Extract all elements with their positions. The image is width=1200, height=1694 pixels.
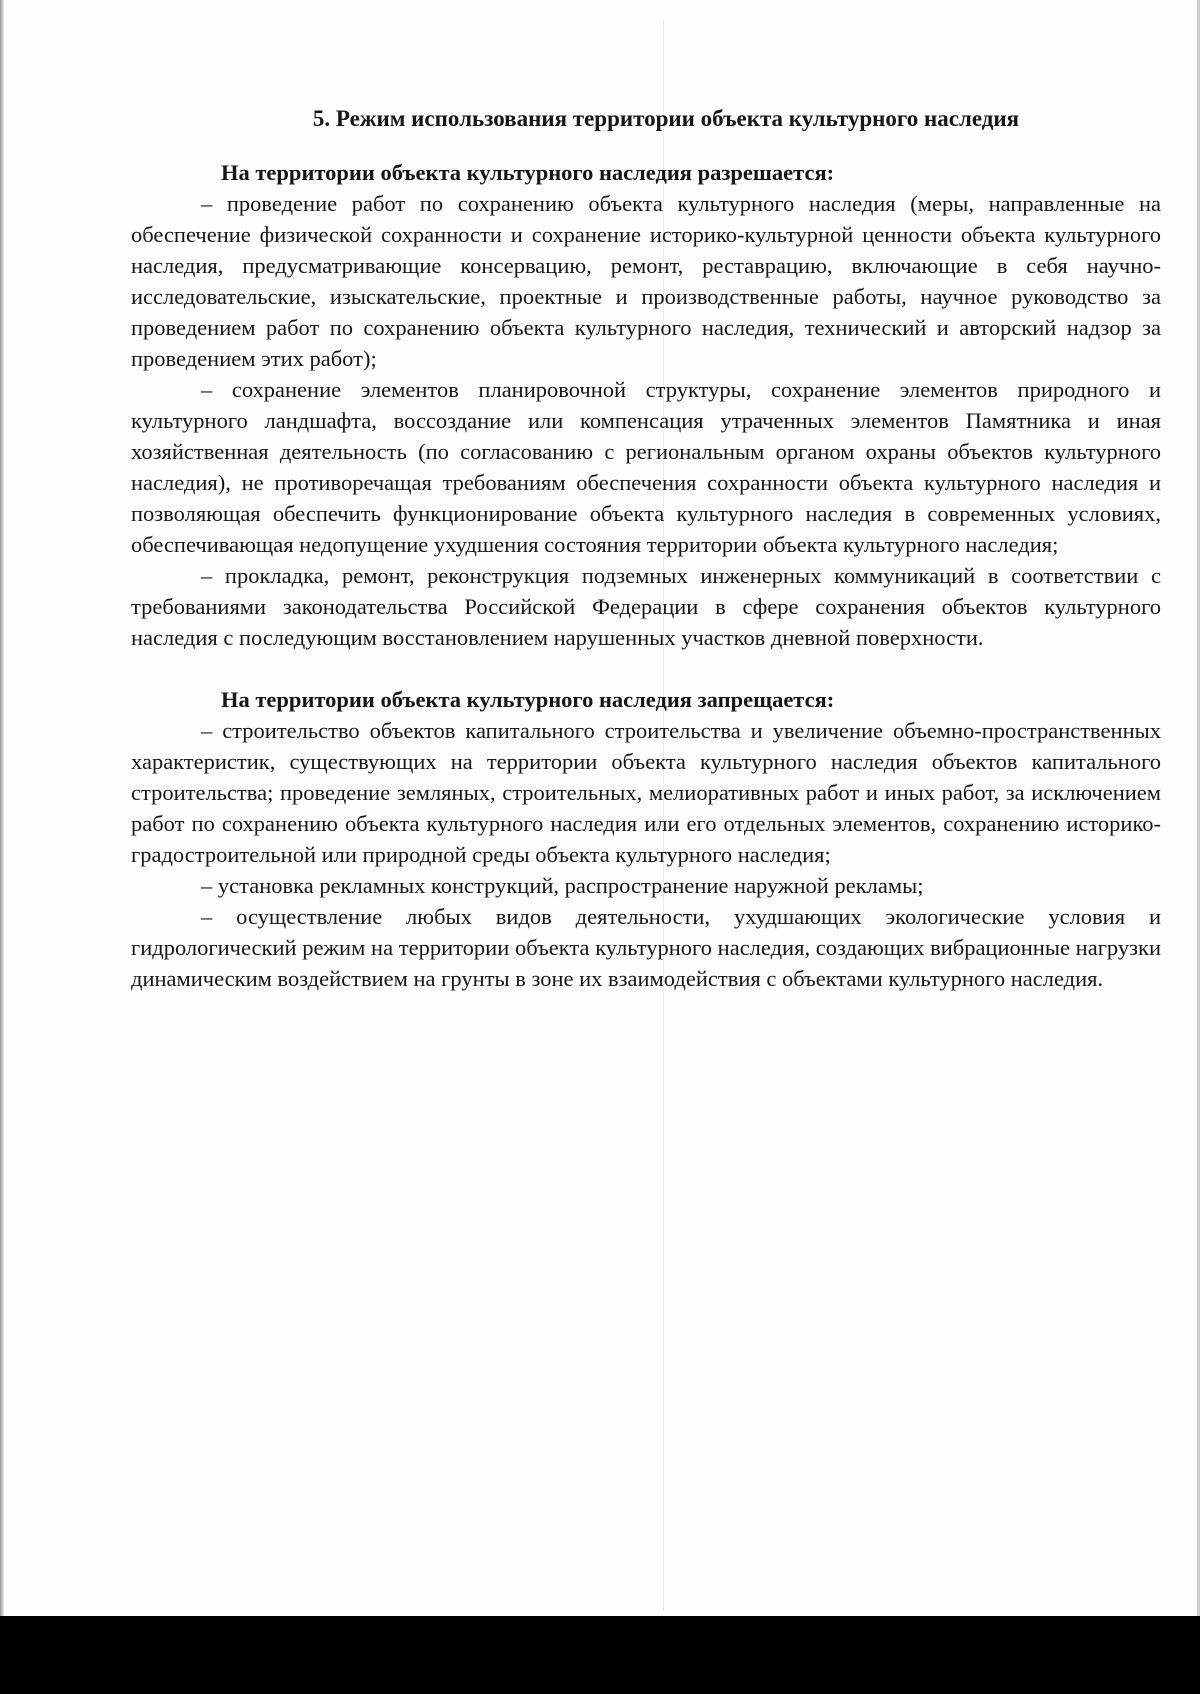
prohibited-heading: На территории объекта культурного наследия запрещается: xyxy=(221,687,835,712)
allowed-item: – прокладка, ремонт, реконструкция подземных инженерных коммуникаций в соответствии с требованиями законодательства Российской Федерации в сфере сохранения объектов культурного наследия с последующим восстановлением нарушенных участков дневной поверхности. xyxy=(131,563,1161,650)
allowed-item: – сохранение элементов планировочной структуры, сохранение элементов природного и культурного ландшафта, воссоздание или компенсация утраченных элементов Памятника и иная хозяйственная деятельность (по согласованию с региональным органом охраны объектов культурного наследия), не противоречащая требованиям обеспечения сохранности объекта культурного наследия и позволяющая обеспечить функционирование объекта культурного наследия в современных условиях, обеспечивающая недопущение ухудшения состояния территории объекта культурного наследия; xyxy=(131,377,1161,557)
document-body xyxy=(131,103,1161,994)
prohibited-item: – установка рекламных конструкций, распространение наружной рекламы; xyxy=(201,873,924,898)
section-title: 5. Режим использования территории объекта культурного наследия xyxy=(312,106,1020,131)
scan-left-edge xyxy=(0,0,4,1694)
allowed-item: – проведение работ по сохранению объекта культурного наследия (меры, направленные на обеспечение физической сохранности и сохранение историко-культурной ценности объекта культурного наследия, предусматривающие консервацию, ремонт, реставрацию, включающие в себя научно-исследовательские, изыскательские, проектные и производственные работы, научное руководство за проведением работ по сохранению объекта культурного наследия, технический и авторский надзор за проведением этих работ); xyxy=(131,191,1161,371)
prohibited-item: – осуществление любых видов деятельности, ухудшающих экологические условия и гидрологический режим на территории объекта культурного наследия, создающих вибрационные нагрузки динамическим воздействием на грунты в зоне их взаимодействия с объектами культурного наследия. xyxy=(131,904,1161,991)
prohibited-item: – строительство объектов капитального строительства и увеличение объемно-пространственных характеристик, существующих на территории объекта культурного наследия объектов капитального строительства; проведение земляных, строительных, мелиоративных работ и иных работ, за исключением работ по сохранению объекта культурного наследия или его отдельных элементов, сохранению историко-градостроительной или природной среды объекта культурного наследия; xyxy=(131,718,1161,867)
scan-bottom-bar xyxy=(0,1616,1200,1694)
allowed-heading: На территории объекта культурного наследия разрешается: xyxy=(221,160,835,185)
